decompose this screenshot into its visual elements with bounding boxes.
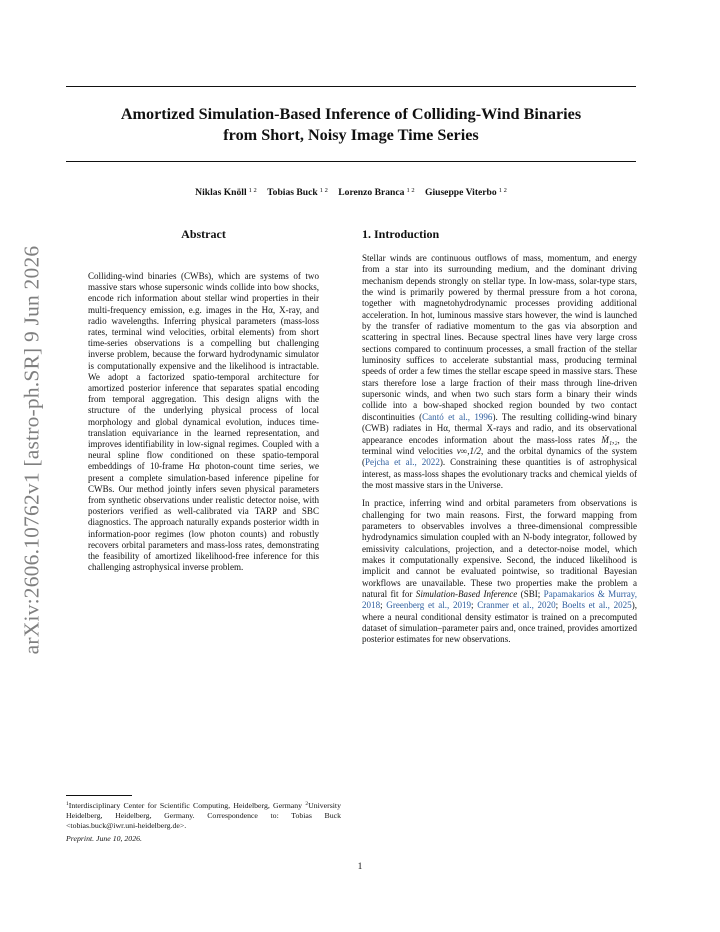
text-run: , and the orbital dynamics of the system (: [362, 445, 637, 468]
footnote-rule: [66, 795, 132, 796]
citation-pejcha-2022[interactable]: Pejcha et al., 2022: [365, 457, 440, 468]
citation-papamakarios-2018[interactable]: Papamakarios & Murray, 2018: [362, 588, 637, 611]
paper-title: [66, 104, 636, 146]
term-simulation-based-inference: Simulation-Based Inference: [415, 588, 518, 599]
math-mass-loss-rates: Ṁ₁,₂: [601, 434, 618, 445]
author-viterbo: [425, 187, 507, 198]
author-name: Tobias Buck: [267, 187, 318, 198]
author-buck: [267, 187, 328, 198]
author-affiliation-marks: 1 2: [498, 187, 507, 194]
citation-canto-1996[interactable]: Cantó et al., 1996: [422, 411, 493, 422]
text-run: ), where a neural conditional density estimator is trained on a precomputed dataset of simulation–parameter pairs and, once trained, provides amortized posterior estimates for new observations.: [362, 600, 637, 645]
author-name: Niklas Knöll: [195, 187, 247, 198]
paper-title-line-1: Amortized Simulation-Based Inference of Colliding-Wind Binaries: [120, 105, 582, 123]
footnote-mark-2: 2: [305, 801, 309, 807]
footnote-affiliation-2: University Heidelberg, Heidelberg, Germany. Correspondence to: Tobias Buck <tobias.buck@iwr.uni-heidelberg.de>.: [66, 801, 341, 830]
author-affiliation-marks: 1 2: [406, 187, 415, 194]
author-name: Lorenzo Branca: [338, 187, 405, 198]
abstract-heading: Abstract: [181, 227, 226, 241]
right-column: [362, 227, 637, 646]
abstract-text: Colliding-wind binaries (CWBs), which are systems of two massive stars whose supersonic winds collide into bow shocks, encode rich information about stellar wind properties in their multi-frequency emission, e.g. images in the Hα, X-ray, and radio wavelengths. Inferring physical parameters (mass-loss rates, terminal wind velocities, orbital elements) from short time-series observations is a compelling but challenging inverse problem, because the forward hydrodynamic simulator is computationally expensive and the likelihood is intractable. We adopt a factorized spatio-temporal architecture for amortized posterior inference that separates spatial encoding from temporal aggregation. This design aligns with the structure of the underlying physical process of local morphology and global dynamical evolution, induces time-translation equivariance in the learned representation, and improves identifiability in low-signal regimes. Coupled with a neural spline flow conditioned on these spatio-temporal embeddings of 10-frame Hα photon-count time series, we present a complete simulation-based inference pipeline for CWBs. Our method jointly infers seven physical parameters from synthetic observations under realistic detector noise, with posteriors verified as well-calibrated via TARP and SBC diagnostics. The approach naturally expands posterior width in information-poor regimes (low photon counts) and robustly recovers orbital parameters and mass-loss rates, demonstrating the feasibility of amortized likelihood-free inference for this challenging astrophysical inverse problem.: [88, 271, 319, 573]
author-name: Giuseppe Viterbo: [424, 187, 497, 198]
text-run: ). Constraining these quantities is of astrophysical interest, as mass-loss shapes the evolutionary tracks and chemical yields of the most massive stars in the Universe.: [362, 457, 637, 490]
author-knoll: [195, 187, 257, 198]
footnote-mark-1: 1: [66, 801, 69, 807]
text-run: ;: [380, 600, 387, 611]
author-list: [66, 187, 636, 198]
author-affiliation-marks: 1 2: [319, 187, 328, 194]
left-column: [66, 227, 341, 573]
author-affiliation-marks: 1 2: [248, 187, 257, 194]
introduction-paragraph-1: [362, 253, 637, 491]
affiliation-footnote: [66, 800, 341, 830]
introduction-heading: 1. Introduction: [362, 227, 440, 241]
footnote-affiliation-1: Interdisciplinary Center for Scientific Computing, Heidelberg, Germany: [68, 801, 306, 810]
math-terminal-velocities: v∞,1/2: [456, 445, 482, 456]
title-rule-bottom: [66, 161, 636, 162]
arxiv-identifier-text: arXiv:2606.10762v1 [astro-ph.SR] 9 Jun 2026: [19, 245, 44, 655]
title-rule-top: [66, 86, 636, 87]
citation-greenberg-2019[interactable]: Greenberg et al., 2019: [386, 600, 472, 611]
citation-cranmer-2020[interactable]: Cranmer et al., 2020: [477, 600, 556, 611]
arxiv-identifier-stamp: [2, 240, 62, 660]
text-run: (SBI;: [517, 588, 544, 599]
text-run: ;: [471, 600, 478, 611]
text-run: ;: [555, 600, 562, 611]
introduction-paragraph-2: [362, 498, 637, 645]
text-run: ). The resulting colliding-wind binary (CWB) radiates in Hα, thermal X-rays and radio, and its observational appearance encodes information about the mass-loss rates: [362, 411, 638, 445]
text-run: Stellar winds are continuous outflows of mass, momentum, and energy from a star into its surrounding medium, and the dominant driving mechanism depends strongly on stellar type. In low-mass, solar-type stars, the wind is primarily powered by thermal pressure from a hot corona, together with magnetohydrodynamic processes providing additional acceleration. In hot, luminous massive stars however, the wind is launched by the transfer of radiative momentum to the gas via absorption and scattering in spectral lines. Because spectral lines have very large cross sections compared to continuum processes, a small fraction of the stellar luminosity suffices to accelerate substantial mass, producing terminal speeds of order a few times the stellar escape speed in massive stars. These stars therefore lose a large fraction of their mass through line-driven supersonic winds, and when two such stars form a binary their winds collide into a bow-shaped shocked region bounded by two contact discontinuities (: [362, 253, 637, 422]
citation-boelts-2025[interactable]: Boelts et al., 2025: [561, 600, 632, 611]
text-run: In practice, inferring wind and orbital parameters from observations is challenging for two main reasons. First, the forward mapping from parameters to observables involves a three-dimensional compressible hydrodynamics simulation coupled with an N-body integrator, followed by emissivity calculations, projection, and a detector-noise model, which makes it computationally expensive. Second, the induced likelihood is implicit and cannot be evaluated pointwise, so traditional Bayesian workflows are unavailable. These two properties make the problem a natural fit for: [362, 498, 637, 599]
author-branca: [338, 187, 414, 198]
page-number: 1: [357, 862, 363, 872]
text-run: , the terminal wind velocities: [362, 434, 637, 456]
paper-title-line-2: from Short, Noisy Image Time Series: [223, 126, 479, 144]
preprint-date: Preprint. June 10, 2026.: [66, 834, 142, 843]
